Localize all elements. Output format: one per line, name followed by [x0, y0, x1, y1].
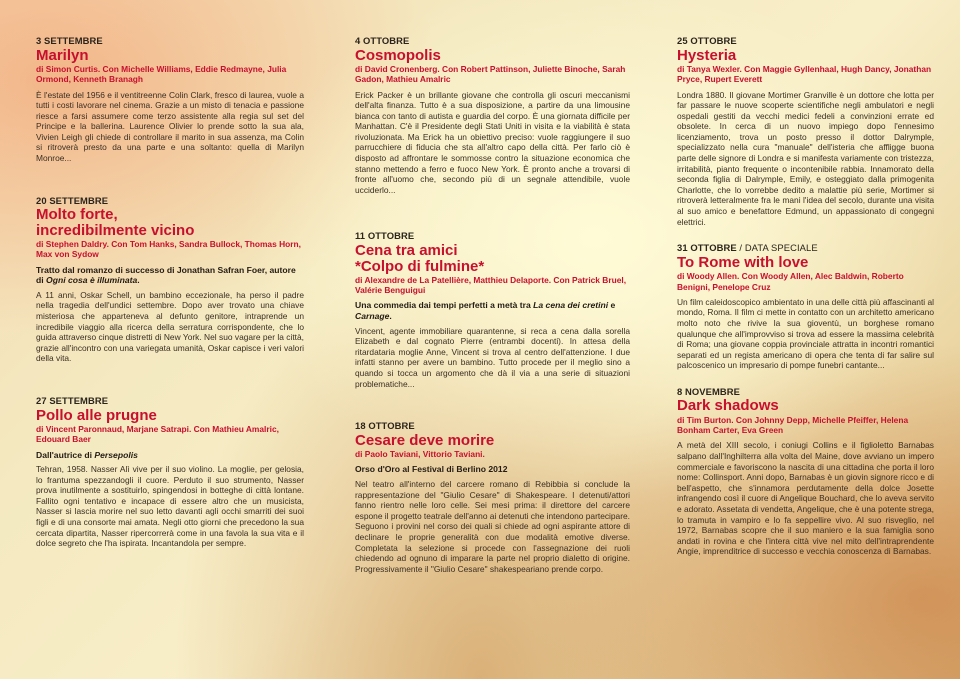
column-left [36, 36, 304, 565]
film-entry-cesare-deve-morire [355, 421, 630, 574]
film-title-line-1: Cena tra amici [355, 242, 458, 260]
screening-date [677, 243, 934, 254]
film-credits: di Stephen Daldry. Con Tom Hanks, Sandra Bullock, Thomas Horn, Max von Sydow [36, 239, 301, 260]
film-synopsis: Vincent, agente immobiliare quarantenne, si reca a cena dalla sorella Elizabeth e dal cognato Pierre (entrambi docenti). In attesa della ritardataria moglie Anne, Vincent si trova al centro dell'attenzione. I due infatti stanno per avere un bambino. Tutto procede per il meglio sino a quando si tocca un argomento che dà il via a una serie di situazioni problematiche... [355, 325, 630, 389]
screening-date: 27 SETTEMBRE [36, 395, 109, 406]
tagline-italic-title: Persepolis [94, 449, 138, 460]
tagline-text: Una commedia dai tempi perfetti a metà tra [355, 300, 534, 311]
film-title-line-1: Molto forte, [36, 206, 118, 224]
film-synopsis: A metà del XIII secolo, i coniugi Collins e il figlioletto Barnabas salpano dall'Inghilterra alla volta del Maine, dove avviano un impero commerciale e favoriscono la nascita di una cittadina che porta il loro nome: Collinsport. Anni dopo, Barnabas è un giovin signore ricco e di bell'aspetto, che s'innamora perdutamente della dolce Josette infrangendo così il cuore di Angelique Bouchard, che lo aveva servito e adorato. Assetata di vendetta, Angelique, che è una potente strega, lo tramuta in vampiro e lo fa seppellire vivo. Al suo risveglio, nel 1972, Barnabas scopre che il suo maniero e la sua famiglia sono andati in rovina e che l'intera città vive nel mito dell'intraprendente Angie, imprenditrice di successo e vecchia conoscenza di Barnabas. [677, 440, 934, 557]
column-right [677, 36, 934, 573]
film-title [355, 243, 630, 274]
film-entry-cosmopolis [355, 36, 630, 195]
film-credits: di Woody Allen. Con Woody Allen, Alec Baldwin, Roberto Benigni, Penelope Cruz [677, 271, 904, 292]
film-title: Pollo alle prugne [36, 406, 157, 424]
tagline-text: Dall'autrice di [36, 449, 95, 460]
film-title: Marilyn [36, 46, 89, 64]
film-credits: di David Cronenberg. Con Robert Pattinson, Juliette Binoche, Sarah Gadon, Mathieu Amalric [355, 64, 626, 85]
screening-date: 20 SETTEMBRE [36, 194, 109, 206]
film-credits: di Vincent Paronnaud, Marjane Satrapi. Con Mathieu Amalric, Edouard Baer [36, 424, 279, 445]
screening-date: 18 OTTOBRE [355, 420, 415, 432]
film-credits: di Tanya Wexler. Con Maggie Gyllenhaal, Hugh Dancy, Jonathan Pryce, Rupert Everett [677, 64, 932, 85]
film-credits: di Simon Curtis. Con Michelle Williams, Eddie Redmayne, Julia Ormond, Kenneth Branagh [36, 64, 287, 85]
film-entry-to-rome-with-love [677, 243, 934, 371]
film-synopsis: È l'estate del 1956 e il ventitreenne Colin Clark, fresco di laurea, vuole a tutti i costi lavorare nel cinema. Grazie a un misto di tenacia e passione riesce a farsi assumere come terzo assistente alla regia sul set del Principe e la ballerina. Laurence Olivier lo prende sotto la sua ala, Vivien Leigh gli chiede di controllare il marito in sua assenza, ma Colin si ritroverà presto da una parte e una soltanto: quella di Marilyn Monroe... [36, 89, 304, 164]
tagline-italic-title-2: Carnage [355, 311, 390, 322]
tagline-text: Tratto dal romanzo di successo di Jonathan Safran Foer, autore di [36, 264, 296, 286]
film-credits: di Tim Burton. Con Johnny Depp, Michelle Pfeiffer, Helena Bonham Carter, Eva Green [677, 414, 909, 436]
film-tagline [355, 300, 630, 321]
screening-date: 25 OTTOBRE [677, 35, 737, 46]
film-entry-marilyn [36, 36, 304, 164]
film-title: Dark shadows [677, 397, 779, 415]
screening-date: 11 OTTOBRE [355, 230, 415, 242]
film-entry-pollo-alle-prugne [36, 396, 304, 549]
film-synopsis: Un film caleidoscopico ambientato in una delle città più affascinanti al mondo, Roma. Il film ci mette in contatto con un architetto americano molto noto che rivive la sua gioventù, un borghese romano qualunque che all'improvviso si trova ad essere la massima celebrità di Roma; una giovane coppia provinciale attratta in incontri romantici separati ed un regista americano di opera che tenta di far salire sul palcoscenico un impresario di pompe funebri cantante... [677, 296, 934, 371]
film-tagline [36, 265, 304, 286]
film-synopsis: Tehran, 1958. Nasser Alì vive per il suo violino. La moglie, per gelosia, lo frantuma spezzandogli il cuore. Perduto il suo strumento, Nasser prova inutilmente a sostituirlo, spingendosi in botteghe di città lontane. Fallito ogni tentativo e incapace di essere altro che un musicista, Nasser si lascia morire nel suo letto davanti agli occhi smarriti dei suoi figli e di una consorte mai amata. Negli otto giorni che precedono la sua cercata dipartita, Nasser ripercorrerà come in una favola la sua vita e il dolce segreto che l'ha ispirata. Incantandola per sempre. [36, 464, 304, 549]
film-entry-dark-shadows [677, 387, 934, 557]
tagline-text-mid: e [608, 300, 616, 311]
film-title: Cosmopolis [355, 46, 441, 64]
film-title-line-2: incredibilmente vicino [36, 221, 195, 239]
film-title: Hysteria [677, 46, 737, 64]
column-center [355, 36, 630, 590]
special-date-label: / DATA SPECIALE [736, 242, 818, 254]
film-title: To Rome with love [677, 253, 809, 271]
tagline-text-end: . [389, 311, 392, 322]
tagline-italic-title: Ogni cosa è illuminata [46, 275, 138, 286]
film-credits: di Paolo Taviani, Vittorio Taviani. [355, 449, 485, 460]
screening-date: 3 SETTEMBRE [36, 35, 103, 46]
film-tagline: Orso d'Oro al Festival di Berlino 2012 [355, 464, 508, 475]
film-title-line-2: *Colpo di fulmine* [355, 257, 485, 275]
film-entry-hysteria [677, 36, 934, 227]
screening-date-day: 31 OTTOBRE [677, 242, 737, 254]
film-synopsis: Nel teatro all'interno del carcere romano di Rebibbia si conclude la rappresentazione del "Giulio Cesare" di Shakespeare. I detenuti/attori fanno rientro nelle loro celle. Sei mesi prima: il direttore del carcere espone il progetto teatrale dell'anno ai detenuti che intendono partecipare. Seguono i provini nel corso dei quali si chiede ad ogni aspirante attore di declinare le proprie generalità con due modalità emotive diverse. Completata la selezione si procede con l'assegnazione dei ruoli chiedendo ad ognuno di imparare la parte nel proprio dialetto di origine. Progressivamente il "Giulio Cesare" shakespeariano prende corpo. [355, 479, 630, 574]
film-title [36, 207, 304, 238]
tagline-text-end: . [137, 275, 140, 286]
film-synopsis: Erick Packer è un brillante giovane che controlla gli oscuri meccanismi dell'alta finanza. Tutto è a sua disposizione, a partire da una limousine bianca con tanto di autista e guardia del corpo. È una giornata difficile per Manhattan. C'è il Presidente degli Stati Uniti in visita e la viabilità è stata rivoluzionata. Ma Erick ha un obiettivo preciso: vuole raggiungere il suo parrucchiere di fiducia che sta all'altro capo della città. Per farlo ciò è disposto ad affrontare le sommosse contro la situazione economica che stanno mettendo a ferro e fuoco New York. È pronto anche a trovarsi di fronte all'uomo che, secondo più di un segnale attendibile, vuole ucciderlo... [355, 89, 630, 195]
film-synopsis: A 11 anni, Oskar Schell, un bambino eccezionale, ha perso il padre nella tragedia dell'undici settembre. Dopo aver trovato una chiave misteriosa che apparteneva al defunto genitore, intraprende un incredibile viaggio alla ricerca della serratura corrispondente, che lo guida attraverso cinque distretti di New York. Nel suo vagare per la città, grazie all'incontro con una variegata umanità, Oskar capisce i veri valori della vita. [36, 289, 304, 364]
screening-date: 4 OTTOBRE [355, 35, 410, 46]
film-title: Cesare deve morire [355, 431, 495, 449]
tagline-italic-title: La cena dei cretini [533, 300, 609, 311]
film-entry-molto-forte [36, 196, 304, 364]
film-synopsis: Londra 1880. Il giovane Mortimer Granville è un dottore che lotta per far passare le nuove scoperte scientifiche negli ambulatori e negli ospedali gestiti da vecchi medici fedeli a convinzioni errate ed obsolete. In cerca di un nuovo impiego dopo l'ennesimo licenziamento, trova un posto presso il dottor Dalrymple, specializzato nella cura "manuale" dell'isteria che affligge buona parte delle signore di Londra e si manifesta variamente con tristezza, irritabilità, pianto frequente o incontenibile rabbia. Innamorato della seconda figlia di Dalrymple, Emily, e osteggiato dalla primogenita Charlotte, che lo vorrebbe dedito a malattie più serie, Mortimer si ritroverà letteralmente fra le mani l'idea del secolo, durante una visita al suo amico e benefattore Edmund, un appassionato di congegni elettrici. [677, 89, 934, 227]
film-entry-cena-tra-amici [355, 231, 630, 389]
film-tagline [36, 450, 304, 461]
film-credits: di Alexandre de La Patellière, Matthieu Delaporte. Con Patrick Bruel, Valérie Benguigui [355, 275, 627, 296]
screening-date: 8 NOVEMBRE [677, 385, 740, 397]
